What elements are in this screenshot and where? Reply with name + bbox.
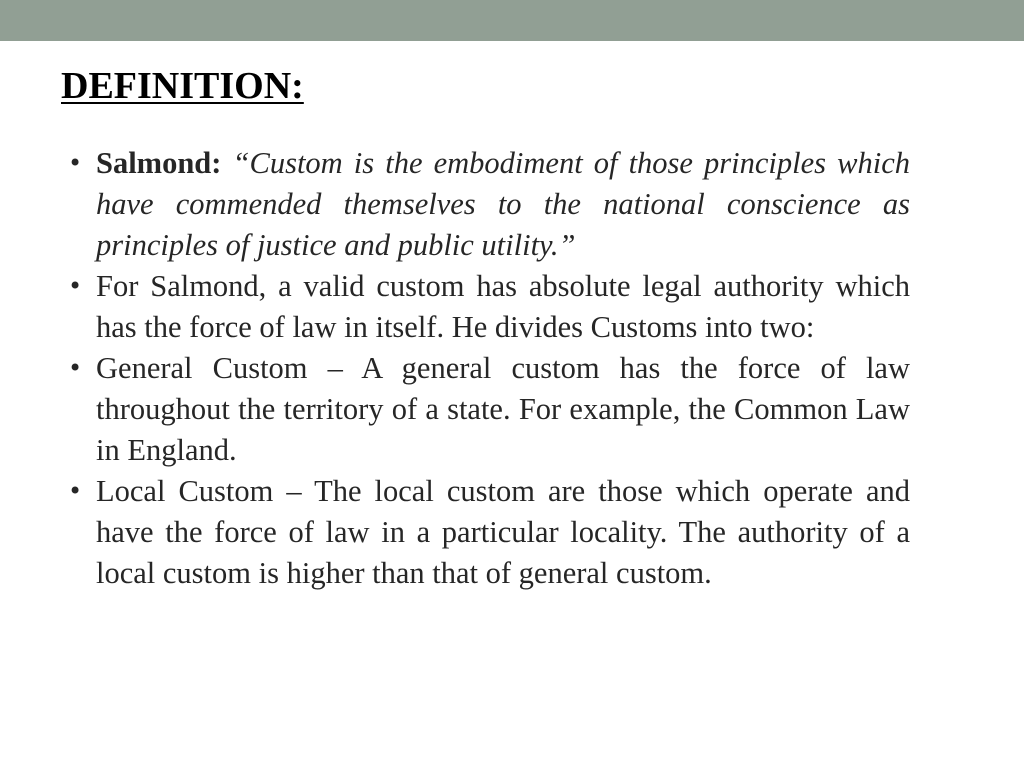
bullet-text: For Salmond, a valid custom has absolute legal authority which has the force of law in itself. He divides Customs into two: [96, 269, 910, 344]
bullet-quote-text: “Custom is the embodiment of those principles which have commended themselves to the national conscience as principles of justice and public utility.” [96, 146, 910, 262]
bullet-text: Local Custom – The local custom are those which operate and have the force of law in a particular locality. The authority of a local custom is higher than that of general custom. [96, 474, 910, 590]
bullet-icon: • [68, 149, 83, 177]
bullet-item-local-custom [68, 471, 910, 594]
bullet-list [68, 143, 910, 594]
slide-title: DEFINITION: [61, 65, 304, 107]
bullet-icon: • [68, 477, 83, 505]
top-accent-bar [0, 0, 1024, 41]
bullet-lead-label: Salmond: [96, 146, 222, 180]
bullet-item-salmond-definition [68, 143, 910, 266]
bullet-text: General Custom – A general custom has the force of law throughout the territory of a state. For example, the Common Law in England. [96, 351, 910, 467]
bullet-icon: • [68, 354, 83, 382]
bullet-item-general-custom [68, 348, 910, 471]
bullet-item-valid-custom [68, 266, 910, 348]
bullet-icon: • [68, 272, 83, 300]
